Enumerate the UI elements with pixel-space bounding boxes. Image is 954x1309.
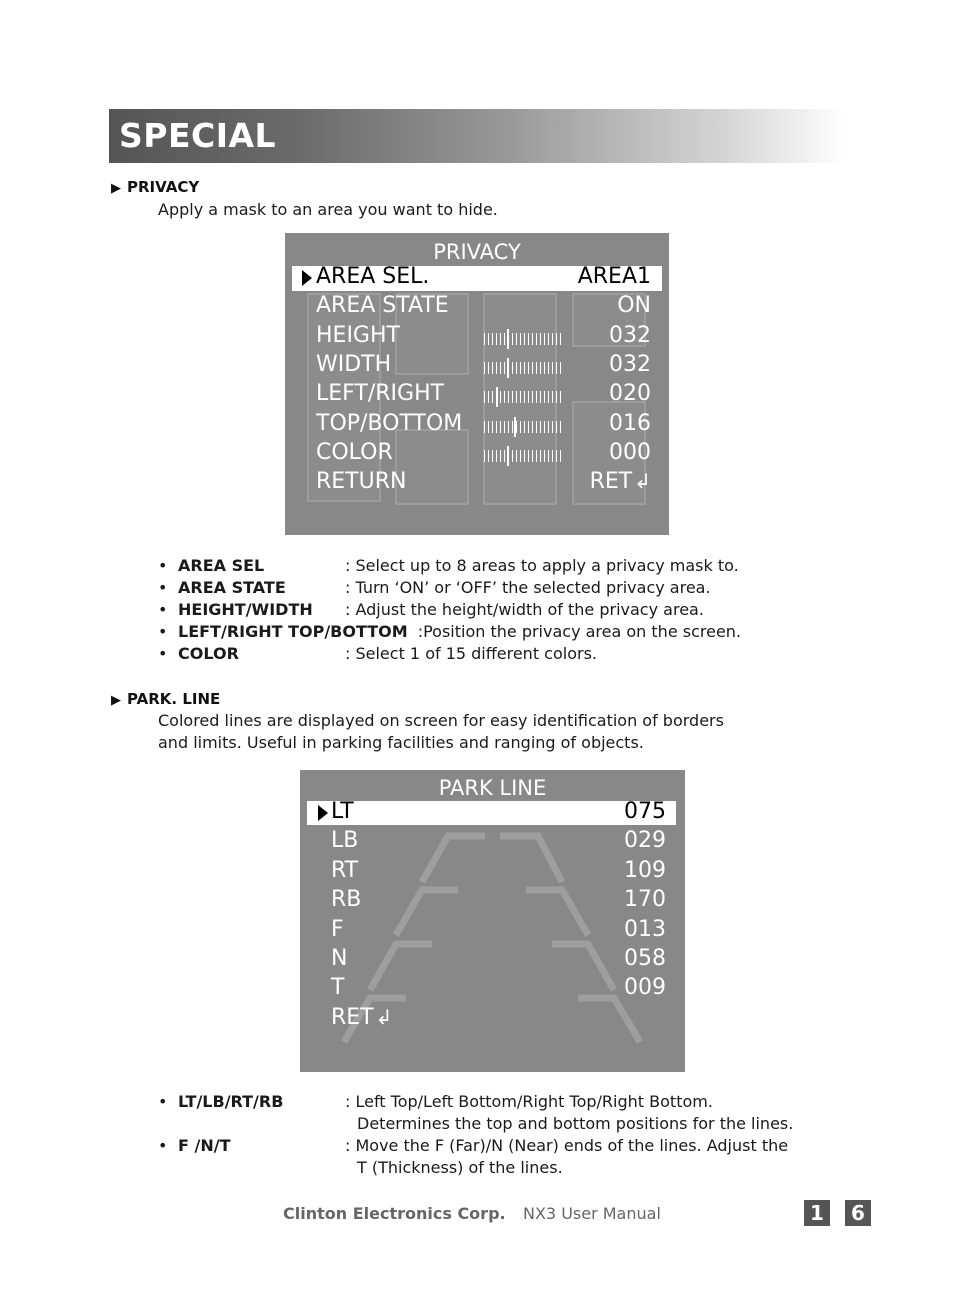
osd-row-value-text: 029 bbox=[624, 828, 666, 854]
guide-line-right-4 bbox=[578, 998, 640, 1042]
slider-knob[interactable] bbox=[496, 387, 498, 407]
osd-row-label[interactable]: LEFT/RIGHT bbox=[316, 381, 445, 407]
osd-row-label[interactable]: LB bbox=[331, 828, 359, 854]
triangle-bullet-icon: ▶ bbox=[111, 181, 121, 196]
guide-line-right-3 bbox=[552, 944, 614, 990]
osd-row-label[interactable]: WIDTH bbox=[316, 351, 392, 377]
page-title: SPECIAL bbox=[119, 116, 277, 155]
osd-row-value bbox=[624, 858, 666, 883]
privacy-osd-menu bbox=[285, 233, 669, 535]
osd-row-value bbox=[609, 323, 651, 348]
cursor-triangle-icon bbox=[302, 270, 312, 286]
osd-title: PRIVACY bbox=[433, 240, 521, 264]
park-line-heading bbox=[111, 690, 220, 708]
osd-row-value bbox=[609, 352, 651, 377]
privacy-intro: Apply a mask to an area you want to hide. bbox=[158, 200, 498, 219]
osd-row-value-text: 170 bbox=[624, 887, 666, 913]
guide-line-left-3 bbox=[370, 944, 432, 990]
osd-row-value bbox=[609, 381, 651, 406]
list-item bbox=[158, 1091, 794, 1135]
cursor-triangle-icon bbox=[318, 805, 328, 821]
bullet-desc: : Adjust the height/width of the privacy area. bbox=[345, 600, 704, 619]
osd-row-value-text: RET bbox=[589, 469, 633, 495]
bullet-desc-continued: T (Thickness) of the lines. bbox=[357, 1158, 563, 1177]
osd-row-value bbox=[624, 887, 666, 912]
slider-knob[interactable] bbox=[507, 358, 509, 378]
bullet-key: AREA STATE bbox=[178, 578, 286, 597]
osd-row-label[interactable]: LT bbox=[331, 799, 354, 824]
privacy-heading-text: PRIVACY bbox=[127, 178, 200, 196]
osd-row-value-text: 032 bbox=[609, 322, 651, 348]
osd-slider[interactable] bbox=[484, 333, 562, 345]
slider-knob[interactable] bbox=[514, 417, 516, 437]
bullet-desc: : Select up to 8 areas to apply a privacy mask to. bbox=[345, 556, 739, 575]
osd-slider[interactable] bbox=[484, 362, 562, 374]
osd-row-value-text: 000 bbox=[609, 439, 651, 465]
osd-row-label[interactable]: HEIGHT bbox=[316, 322, 400, 348]
osd-row-label[interactable]: T bbox=[331, 975, 345, 1001]
osd-selection-bar bbox=[307, 801, 676, 825]
osd-row-label[interactable]: RT bbox=[331, 857, 359, 883]
osd-row-value-text: 032 bbox=[609, 351, 651, 377]
osd-row-value-text: 016 bbox=[609, 410, 651, 436]
page-number-digit: 6 bbox=[845, 1200, 871, 1226]
osd-row-value-text: AREA1 bbox=[577, 264, 651, 289]
bullet-desc: : Left Top/Left Bottom/Right Top/Right Bottom. bbox=[345, 1092, 713, 1111]
osd-row-value bbox=[578, 264, 651, 289]
osd-row-value bbox=[624, 917, 666, 942]
return-arrow-icon: ↲ bbox=[634, 469, 651, 494]
osd-row-label[interactable]: COLOR bbox=[316, 439, 393, 465]
osd-slider[interactable] bbox=[484, 450, 562, 462]
osd-row-value-text: 013 bbox=[624, 916, 666, 942]
slider-knob[interactable] bbox=[507, 446, 509, 466]
osd-row-value-text: 058 bbox=[624, 946, 666, 971]
list-item bbox=[158, 599, 741, 621]
guide-line-right-1 bbox=[500, 836, 562, 882]
osd-row-value bbox=[590, 469, 651, 494]
osd-row-label[interactable]: RETURN bbox=[316, 469, 407, 495]
osd-row-value-text: 075 bbox=[624, 799, 666, 824]
osd-row-value-text: 009 bbox=[624, 975, 666, 1001]
slider-knob[interactable] bbox=[507, 329, 509, 349]
osd-row-value bbox=[609, 411, 651, 436]
list-item bbox=[158, 643, 741, 665]
osd-row-label[interactable]: TOP/BOTTOM bbox=[316, 410, 463, 436]
footer-manual: NX3 User Manual bbox=[523, 1204, 661, 1223]
bullet-desc: :Position the privacy area on the screen. bbox=[417, 622, 742, 641]
bullet-desc-continued: Determines the top and bottom positions for the lines. bbox=[357, 1114, 794, 1133]
osd-row-value-text: 020 bbox=[609, 381, 651, 407]
bullet-desc: : Move the F (Far)/N (Near) ends of the lines. Adjust the bbox=[345, 1136, 789, 1155]
list-item bbox=[158, 1135, 789, 1179]
bullet-key: F /N/T bbox=[178, 1136, 231, 1155]
park-line-osd-menu bbox=[300, 770, 685, 1072]
footer-company: Clinton Electronics Corp. bbox=[283, 1204, 506, 1223]
return-arrow-icon: ↲ bbox=[375, 1004, 393, 1029]
osd-row-value bbox=[624, 828, 666, 853]
list-item bbox=[158, 577, 741, 599]
park-line-intro-2: and limits. Useful in parking facilities and ranging of objects. bbox=[158, 733, 644, 752]
section-banner bbox=[109, 109, 845, 163]
bullet-desc: : Select 1 of 15 different colors. bbox=[345, 644, 597, 663]
osd-slider[interactable] bbox=[484, 391, 562, 403]
osd-row-label[interactable]: RB bbox=[331, 887, 362, 913]
osd-row-value bbox=[624, 946, 666, 971]
privacy-heading bbox=[111, 178, 199, 196]
osd-row-label[interactable]: N bbox=[331, 946, 348, 971]
osd-row-value bbox=[624, 799, 666, 824]
bullet-key: LEFT/RIGHT TOP/BOTTOM bbox=[178, 622, 408, 641]
guide-line-left-2 bbox=[396, 890, 458, 935]
park-line-intro-1: Colored lines are displayed on screen for easy identification of borders bbox=[158, 711, 724, 730]
park-line-bullet-list bbox=[158, 1091, 794, 1179]
privacy-bullet-list bbox=[158, 555, 741, 665]
osd-row-label[interactable]: AREA SEL. bbox=[316, 264, 430, 289]
park-line-heading-text: PARK. LINE bbox=[127, 690, 221, 708]
list-item bbox=[158, 555, 741, 577]
list-item bbox=[158, 621, 741, 643]
bullet-key: HEIGHT/WIDTH bbox=[178, 600, 313, 619]
osd-row-label[interactable]: AREA STATE bbox=[316, 293, 449, 319]
guide-line-right-2 bbox=[526, 890, 588, 935]
osd-slider[interactable] bbox=[484, 421, 562, 433]
osd-row-value bbox=[624, 975, 666, 1000]
triangle-bullet-icon: ▶ bbox=[111, 693, 121, 708]
osd-title: PARK LINE bbox=[438, 776, 547, 800]
bullet-desc: : Turn ‘ON’ or ‘OFF’ the selected privacy area. bbox=[345, 578, 711, 597]
bullet-key: AREA SEL bbox=[178, 556, 265, 575]
osd-row-label[interactable]: F bbox=[331, 916, 344, 942]
bullet-key: LT/LB/RT/RB bbox=[178, 1092, 284, 1111]
osd-row-value bbox=[617, 293, 651, 318]
osd-row-value bbox=[609, 440, 651, 465]
guide-line-left-1 bbox=[422, 836, 485, 882]
page-number-digit: 1 bbox=[804, 1200, 830, 1226]
bullet-key: COLOR bbox=[178, 644, 239, 663]
osd-row-value-text: ON bbox=[617, 293, 651, 319]
osd-row-label[interactable]: RET ↲ bbox=[331, 1004, 393, 1030]
osd-row-value-text: 109 bbox=[624, 857, 666, 883]
